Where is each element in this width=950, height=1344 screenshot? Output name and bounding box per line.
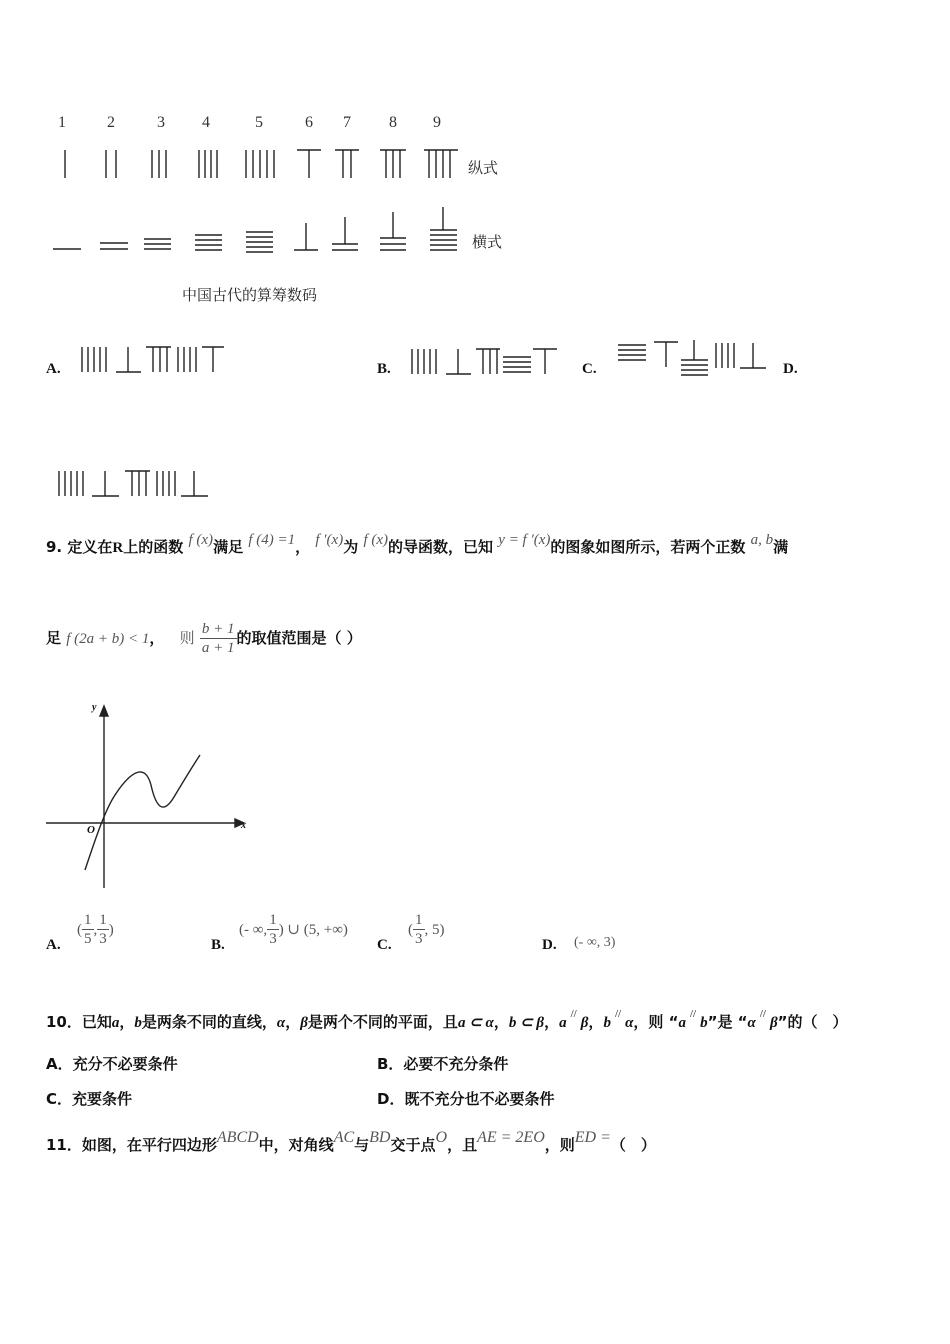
q11-bd: BD [369, 1129, 391, 1146]
q9-text: 的导函数，已知 [388, 538, 494, 556]
q8-option-b-label: B. [377, 361, 391, 377]
num: 1 [84, 912, 92, 928]
parallel-symbol: // [759, 1008, 766, 1020]
digit-3: 3 [157, 114, 165, 131]
paren: ) [108, 922, 114, 938]
q9-option-a-label: A. [46, 937, 61, 953]
den: 5 [84, 931, 92, 947]
q11-abcd: ABCD [216, 1129, 259, 1146]
sep: , [93, 922, 98, 938]
q10-var-a: a [559, 1015, 567, 1031]
origin-label: O [87, 824, 95, 836]
q9-text: 足 [46, 629, 62, 647]
q10-option-a: A．充分不必要条件 [46, 1055, 178, 1073]
q9-yfpx: y = f ′(x) [498, 532, 551, 548]
q9-option-c [408, 911, 445, 948]
q9-option-c-label: C. [377, 937, 392, 953]
den: 3 [99, 931, 107, 947]
q11-o: O [435, 1129, 448, 1146]
q11-text: 11．如图，在平行四边形 [46, 1136, 217, 1154]
q9-ze: 则 [179, 631, 195, 647]
part: (- ∞, [239, 922, 268, 938]
part: , 5) [424, 922, 445, 938]
q11-text: ，且 [447, 1136, 478, 1154]
q10-var-a: a [111, 1015, 120, 1031]
derivative-curve [85, 755, 200, 870]
q9-text: 的图象如图所示，若两个正数 [550, 538, 746, 556]
num: 1 [269, 912, 277, 928]
frac [267, 911, 279, 948]
parallel-symbol: // [570, 1008, 577, 1020]
q10-text: ， [544, 1013, 560, 1031]
q9-option-a [77, 911, 114, 948]
q9-text: 定义在 [67, 538, 113, 556]
q9-f4: f (4) =1 [248, 532, 296, 548]
q9-frac-num: b + 1 [201, 621, 235, 637]
paren: ( [77, 922, 82, 938]
horizontal-style-label: 横式 [472, 233, 503, 251]
q8-option-a-label: A. [46, 361, 61, 377]
q10-option-d: D．既不充分也不必要条件 [377, 1090, 555, 1108]
q9-text: ， [149, 629, 165, 647]
q10-alpha: α [747, 1015, 756, 1031]
part: ) ∪ (5, +∞) [278, 922, 348, 938]
q10-beta: β [580, 1015, 589, 1031]
parallel-symbol: // [689, 1008, 697, 1020]
q8-option-c-label: C. [582, 361, 597, 377]
parallel-symbol: // [614, 1008, 622, 1020]
q9-fx: f (x) [188, 532, 214, 548]
q10-beta: β [300, 1015, 308, 1031]
figure-caption: 中国古代的算筹数码 [182, 286, 318, 304]
q11-text: （ ） [610, 1136, 656, 1154]
q10-var-b: b [134, 1015, 142, 1031]
q11-ed: ED = [574, 1129, 611, 1146]
q10-text: ， [588, 1013, 604, 1031]
q11-text: 中，对角线 [258, 1136, 334, 1154]
q9-option-d: (- ∞, 3) [574, 935, 616, 950]
q8-option-d-label: D. [783, 361, 798, 377]
q9-number: 9. [46, 538, 63, 556]
q11-ae: AE = 2EO [477, 1129, 545, 1146]
q9-fpx: f ′(x) [315, 532, 344, 548]
q11-text: 与 [354, 1136, 370, 1154]
q10-var-a: a [678, 1015, 686, 1031]
q10-a-subset-alpha: a ⊂ α [457, 1015, 494, 1031]
digit-2: 2 [107, 114, 115, 131]
den: 3 [415, 931, 423, 947]
q9-frac-den: a + 1 [201, 640, 235, 656]
digit-7: 7 [343, 114, 351, 131]
q9-option-b-label: B. [211, 937, 225, 953]
q11-text: 交于点 [390, 1136, 436, 1154]
frac [413, 911, 425, 948]
digit-5: 5 [255, 114, 263, 131]
q9-text: 为 [343, 538, 359, 556]
den: 3 [269, 931, 277, 947]
q10-text: ， [285, 1013, 301, 1031]
q10-text: ， [493, 1013, 509, 1031]
q10-option-c: C．充要条件 [46, 1090, 133, 1108]
q10-text: ，则 “ [633, 1013, 679, 1031]
q10-text: ”的（ ） [777, 1013, 848, 1031]
y-axis-arrow [100, 706, 108, 716]
num: 1 [415, 912, 423, 928]
q10-text: ”是 “ [707, 1013, 748, 1031]
q10-text: 是两个不同的平面，且 [307, 1013, 458, 1031]
vertical-style-label: 纵式 [468, 159, 499, 177]
num: 1 [99, 912, 107, 928]
q10-alpha: α [276, 1015, 286, 1031]
q9-text: 上的函数 [123, 538, 184, 556]
q10-stem [46, 1008, 848, 1032]
paren: ( [408, 922, 413, 938]
q10-b-subset-beta: b ⊂ β [508, 1015, 545, 1031]
q11-stem [46, 1129, 656, 1155]
q10-text: 10．已知 [46, 1013, 112, 1031]
q9-ab: a, b [750, 532, 774, 548]
q9-R: R [112, 540, 124, 556]
q9-text: 满 [773, 538, 789, 556]
q10-option-b: B．必要不充分条件 [377, 1055, 509, 1073]
q11-ac: AC [333, 1129, 355, 1146]
digit-1: 1 [58, 114, 66, 131]
x-axis-label: x [241, 820, 246, 831]
q10-text: ， [119, 1013, 135, 1031]
q9-condition: f (2a + b) < 1 [66, 631, 150, 647]
q11-text: ，则 [544, 1136, 575, 1154]
q9-option-d-label: D. [542, 937, 557, 953]
digit-4: 4 [202, 114, 210, 131]
q10-text: 是两条不同的直线， [141, 1013, 277, 1031]
y-axis-label: y [92, 702, 97, 713]
q9-option-b [239, 911, 348, 948]
q9-text: 满足 [213, 538, 244, 556]
digit-9: 9 [433, 114, 441, 131]
digit-6: 6 [305, 114, 313, 131]
q9-text: 的取值范围是（ ） [236, 629, 362, 647]
q10-var-b: b [700, 1015, 708, 1031]
digit-8: 8 [389, 114, 397, 131]
frac [97, 911, 109, 948]
q10-alpha: α [625, 1015, 634, 1031]
q10-var-b: b [603, 1015, 611, 1031]
q10-beta: β [769, 1015, 778, 1031]
q9-fx2: f (x) [363, 532, 389, 548]
frac [82, 911, 94, 948]
q9-text: ， [295, 538, 311, 556]
